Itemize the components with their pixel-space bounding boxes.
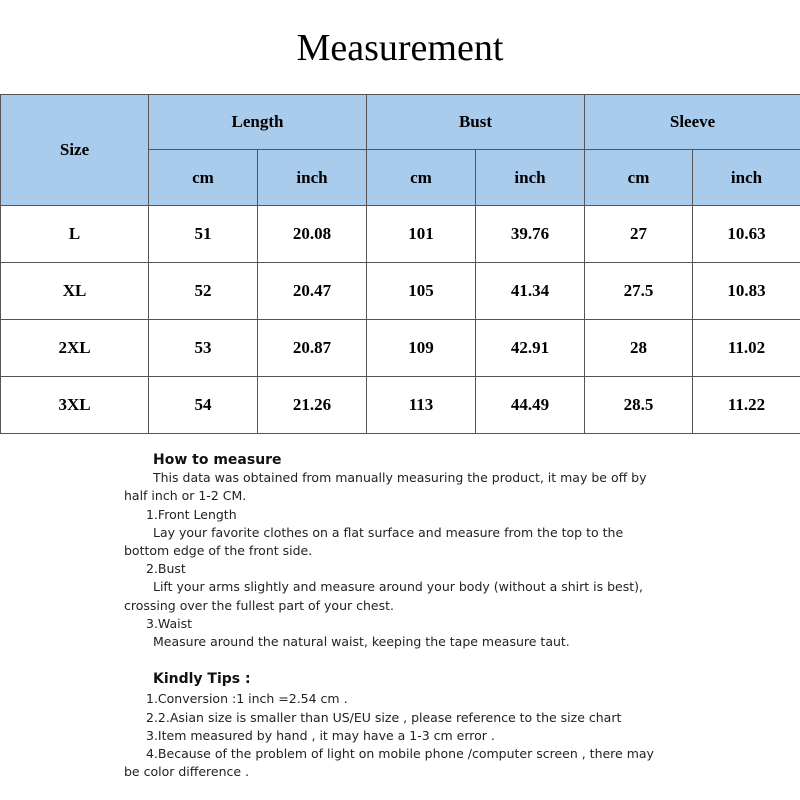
table-cell: 20.47 [258,263,367,320]
table-row [1,320,800,377]
table-cell: 21.26 [258,377,367,434]
table-cell: 11.02 [693,320,800,377]
table-cell: 28 [585,320,693,377]
note-text: half inch or 1-2 CM. [124,488,247,504]
size-cell: 3XL [1,377,149,434]
size-chart-table [0,94,800,434]
unit-header: cm [367,150,476,206]
note-text: Lift your arms slightly and measure around your body (without a shirt is best), [153,579,643,595]
table-cell: 39.76 [476,206,585,263]
note-item-title: 3.Waist [146,615,193,631]
table-row [1,263,800,320]
tip-text: 2.2.Asian size is smaller than US/EU size , please reference to the size chart [146,709,622,725]
sleeve-header: Sleeve [585,95,800,150]
table-cell: 10.63 [693,206,800,263]
how-to-measure-heading: How to measure [153,452,282,468]
unit-header: inch [476,150,585,206]
table-header-row [1,95,800,150]
table-row [1,377,800,434]
table-cell: 51 [149,206,258,263]
table-cell: 10.83 [693,263,800,320]
note-item-title: 1.Front Length [146,506,237,522]
unit-header: cm [149,150,258,206]
table-cell: 20.87 [258,320,367,377]
unit-header: inch [693,150,800,206]
note-item-title: 2.Bust [146,561,186,577]
table-cell: 113 [367,377,476,434]
note-text: crossing over the fullest part of your chest. [124,597,394,613]
table-cell: 52 [149,263,258,320]
measurement-notes [124,451,684,781]
table-cell: 42.91 [476,320,585,377]
table-cell: 44.49 [476,377,585,434]
size-cell: 2XL [1,320,149,377]
note-text: Measure around the natural waist, keeping the tape measure taut. [153,634,570,650]
table-cell: 53 [149,320,258,377]
tip-text: 4.Because of the problem of light on mobile phone /computer screen , there may [146,746,654,762]
table-cell: 101 [367,206,476,263]
note-text: bottom edge of the front side. [124,543,313,559]
page-title: Measurement [296,27,504,69]
note-text: Lay your favorite clothes on a flat surface and measure from the top to the [153,524,624,540]
tip-text: 3.Item measured by hand , it may have a 1-3 cm error . [146,727,495,743]
table-cell: 105 [367,263,476,320]
size-cell: XL [1,263,149,320]
table-cell: 27.5 [585,263,693,320]
tip-text: 1.Conversion :1 inch =2.54 cm . [146,691,348,707]
table-row [1,206,800,263]
unit-header: inch [258,150,367,206]
unit-header: cm [585,150,693,206]
length-header: Length [149,95,367,150]
table-cell: 11.22 [693,377,800,434]
tip-text: be color difference . [124,764,250,780]
table-cell: 20.08 [258,206,367,263]
size-header: Size [1,95,149,206]
table-cell: 41.34 [476,263,585,320]
table-cell: 109 [367,320,476,377]
bust-header: Bust [367,95,585,150]
kindly-tips-heading: Kindly Tips : [153,671,251,688]
table-cell: 28.5 [585,377,693,434]
size-cell: L [1,206,149,263]
note-text: This data was obtained from manually measuring the product, it may be off by [153,470,647,486]
table-cell: 54 [149,377,258,434]
table-cell: 27 [585,206,693,263]
